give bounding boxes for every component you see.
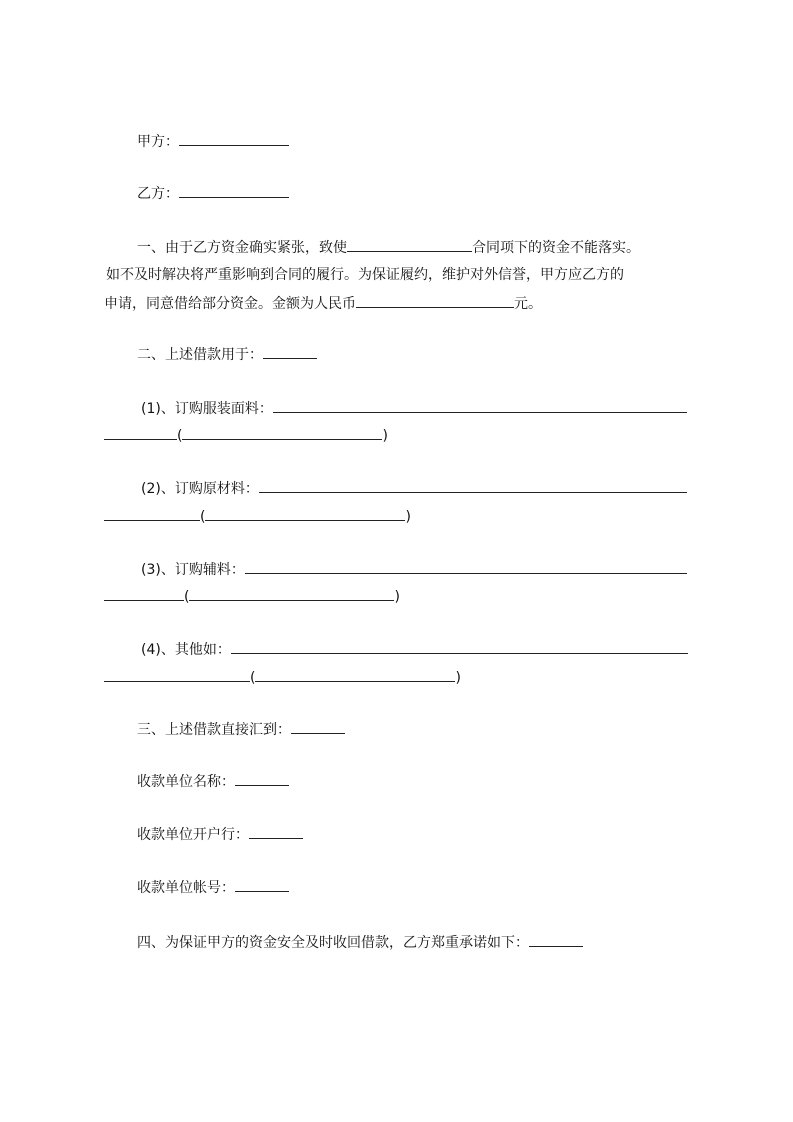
item-4-line <box>141 639 688 660</box>
clause3-title: 三、上述借款直接汇到： <box>137 722 291 738</box>
amount-blank[interactable] <box>356 293 514 308</box>
item-2-blank[interactable] <box>259 478 687 493</box>
item-2-label: (2)、订购原材料： <box>141 481 259 497</box>
clause3-title-line <box>137 719 345 740</box>
payee-account-line <box>137 877 289 898</box>
item-3-paren-close: ) <box>394 589 400 605</box>
clause3-blank[interactable] <box>291 719 345 734</box>
payee-bank-blank[interactable] <box>249 824 303 839</box>
clause1-line2: 如不及时解决将严重影响到合同的履行。为保证履约，维护对外信誉，甲方应乙方的 <box>106 267 624 283</box>
item-3-blank2[interactable] <box>104 586 184 601</box>
payee-account-label: 收款单位帐号： <box>137 880 235 896</box>
payee-bank-line <box>137 824 303 845</box>
item-4-paren-open: ( <box>250 670 256 686</box>
item-3-blank[interactable] <box>245 559 687 574</box>
item-2-blank2[interactable] <box>104 506 200 521</box>
party-b-blank[interactable] <box>179 183 289 198</box>
clause2-title-line <box>137 344 317 365</box>
item-2-line <box>141 478 687 499</box>
item-1-blank[interactable] <box>273 398 687 413</box>
payee-account-blank[interactable] <box>235 877 289 892</box>
item-4-amount-blank[interactable] <box>255 667 455 682</box>
payee-name-label: 收款单位名称： <box>137 774 235 790</box>
item-3-paren-open: ( <box>184 589 190 605</box>
clause4-blank[interactable] <box>529 932 583 947</box>
clause1-line3a: 申请，同意借给部分资金。金额为人民币 <box>104 296 356 312</box>
item-4-blank2[interactable] <box>104 667 250 682</box>
item-3-label: (3)、订购辅料： <box>141 562 245 578</box>
item-1-line2 <box>104 425 388 446</box>
clause4-line <box>137 932 583 953</box>
clause1-line3b: 元。 <box>514 296 542 312</box>
item-4-paren-close: ) <box>455 670 461 686</box>
item-1-blank2[interactable] <box>104 425 177 440</box>
item-1-label: (1)、订购服装面料： <box>141 401 273 417</box>
item-1-paren-open: ( <box>177 428 183 444</box>
item-3-line <box>141 559 687 580</box>
item-1-line <box>141 398 687 419</box>
contract-name-blank[interactable] <box>347 237 472 252</box>
item-2-paren-close: ) <box>405 509 411 525</box>
item-4-label: (4)、其他如： <box>141 642 231 658</box>
payee-bank-label: 收款单位开户行： <box>137 827 249 843</box>
item-1-paren-close: ) <box>382 428 388 444</box>
clause2-blank[interactable] <box>263 344 317 359</box>
party-a-blank[interactable] <box>179 131 289 146</box>
clause1-part1: 一、由于乙方资金确实紧张，致使 <box>137 240 347 256</box>
clause1-part2: 合同项下的资金不能落实。 <box>472 240 640 256</box>
item-4-blank[interactable] <box>231 639 688 654</box>
clause4-title: 四、为保证甲方的资金安全及时收回借款，乙方郑重承诺如下： <box>137 935 529 951</box>
item-3-line2 <box>104 586 400 607</box>
item-1-amount-blank[interactable] <box>182 425 382 440</box>
item-4-line2 <box>104 667 461 688</box>
item-2-line2 <box>104 506 411 527</box>
clause1-line1 <box>137 237 640 258</box>
party-b-label: 乙方： <box>137 186 179 202</box>
clause2-title: 二、上述借款用于： <box>137 347 263 363</box>
payee-name-blank[interactable] <box>235 771 289 786</box>
item-2-amount-blank[interactable] <box>205 506 405 521</box>
party-a-label: 甲方： <box>137 134 179 150</box>
party-a-line <box>137 131 289 152</box>
item-3-amount-blank[interactable] <box>189 586 394 601</box>
payee-name-line <box>137 771 289 792</box>
party-b-line <box>137 183 289 204</box>
item-2-paren-open: ( <box>200 509 206 525</box>
clause1-line3 <box>104 293 542 314</box>
